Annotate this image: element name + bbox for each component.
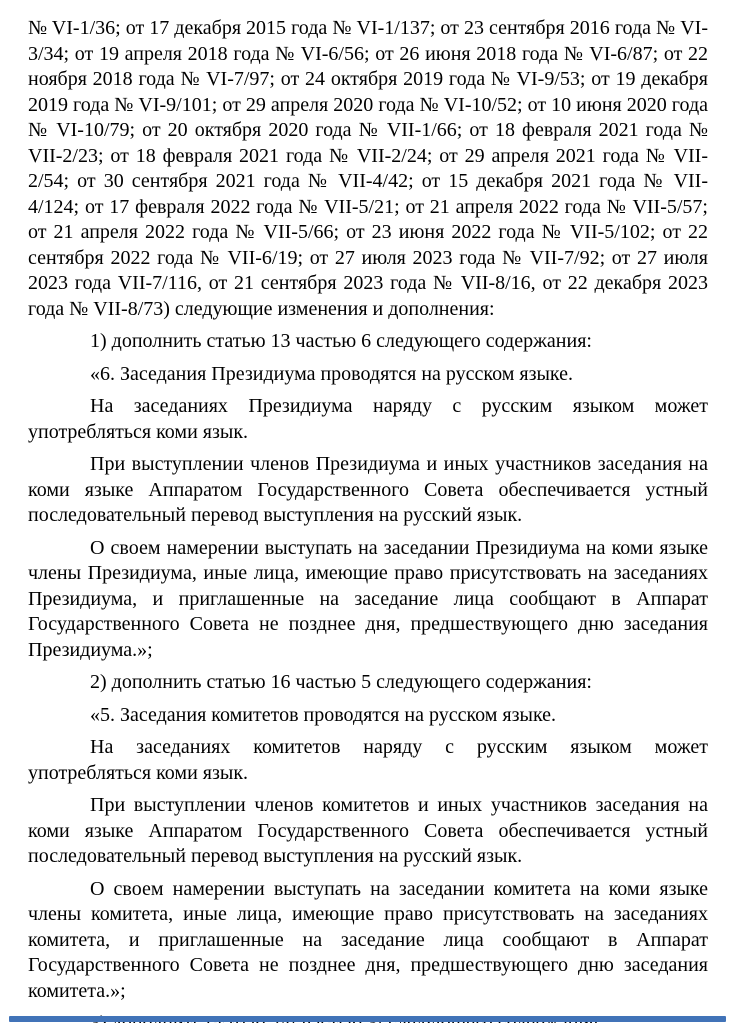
paragraph-quote-6-sentence-3: При выступлении членов Президиума и иных участников заседания на коми языке Аппаратом Государственного Совета обеспечивается устный последовательный перевод выступления на русский язык. (28, 453, 708, 526)
paragraph-item-2: 2) дополнить статью 16 частью 5 следующего содержания: (90, 671, 592, 693)
paragraph-amendment-preamble: № VI-1/36; от 17 декабря 2015 года № VI-1/137; от 23 сентября 2016 года № VI-3/34; от 19 апреля 2018 года № VI-6/56; от 26 июня 2018 года № VI-6/87; от 22 ноября 2018 года № VI-7/97; от 24 октября 2019 года № VI-9/53; от 19 декабря 2019 года № VI-9/101; от 29 апреля 2020 года № VI-10/52; от 10 июня 2020 года № VI-10/79; от 20 октября 2020 года № VII-1/66; от 18 февраля 2021 года № VII-2/23; от 18 февраля 2021 года № VII-2/24; от 29 апреля 2021 года № VII-2/54; от 30 сентября 2021 года № VII-4/42; от 15 декабря 2021 года № VII-4/124; от 17 февраля 2022 года № VII-5/21; от 21 апреля 2022 года № VII-5/57; от 21 апреля 2022 года № VII-5/66; от 23 июня 2022 года № VII-5/102; от 22 сентября 2022 года № VII-6/19; от 27 июля 2023 года № VII-7/92; от 27 июля 2023 года VII-7/116, от 21 сентября 2023 года № VII-8/16, от 22 декабря 2023 года № VII-8/73) следующие изменения и дополнения: (28, 17, 708, 320)
paragraph-quote-6-sentence-2: На заседаниях Президиума наряду с русским языком может употребляться коми язык. (28, 395, 708, 443)
paragraph-item-1: 1) дополнить статью 13 частью 6 следующего содержания: (90, 330, 592, 352)
paragraph-quote-5-sentence-1: «5. Заседания комитетов проводятся на русском языке. (90, 703, 557, 726)
paragraph-quote-6-sentence-4: О своем намерении выступать на заседании Президиума на коми языке члены Президиума, иные лица, имеющие право присутствовать на заседаниях Президиума, и приглашенные на заседание лица сообщают в Аппарат Государственного Совета не позднее дня, предшествующего дню заседания Президиума.»; (28, 536, 708, 661)
paragraph-quote-5-sentence-4: О своем намерении выступать на заседании комитета на коми языке члены комитета, иные лица, имеющие право присутствовать на заседаниях комитета, и приглашенные на заседание лица сообщают в Аппарат Государственного Совета не позднее дня, предшествующего дню заседания комитета.»; (28, 877, 708, 1002)
paragraph-quote-5-sentence-3: При выступлении членов комитетов и иных участников заседания на коми языке Аппаратом Государственного Совета обеспечивается устный последовательный перевод выступления на русский язык. (28, 794, 708, 867)
document-text-block (28, 16, 708, 1023)
bottom-highlight-bar (9, 1016, 726, 1022)
paragraph-quote-6-sentence-1: «6. Заседания Президиума проводятся на русском языке. (90, 362, 574, 385)
paragraph-quote-5-sentence-2: На заседаниях комитетов наряду с русским языком может употребляться коми язык. (28, 736, 708, 784)
